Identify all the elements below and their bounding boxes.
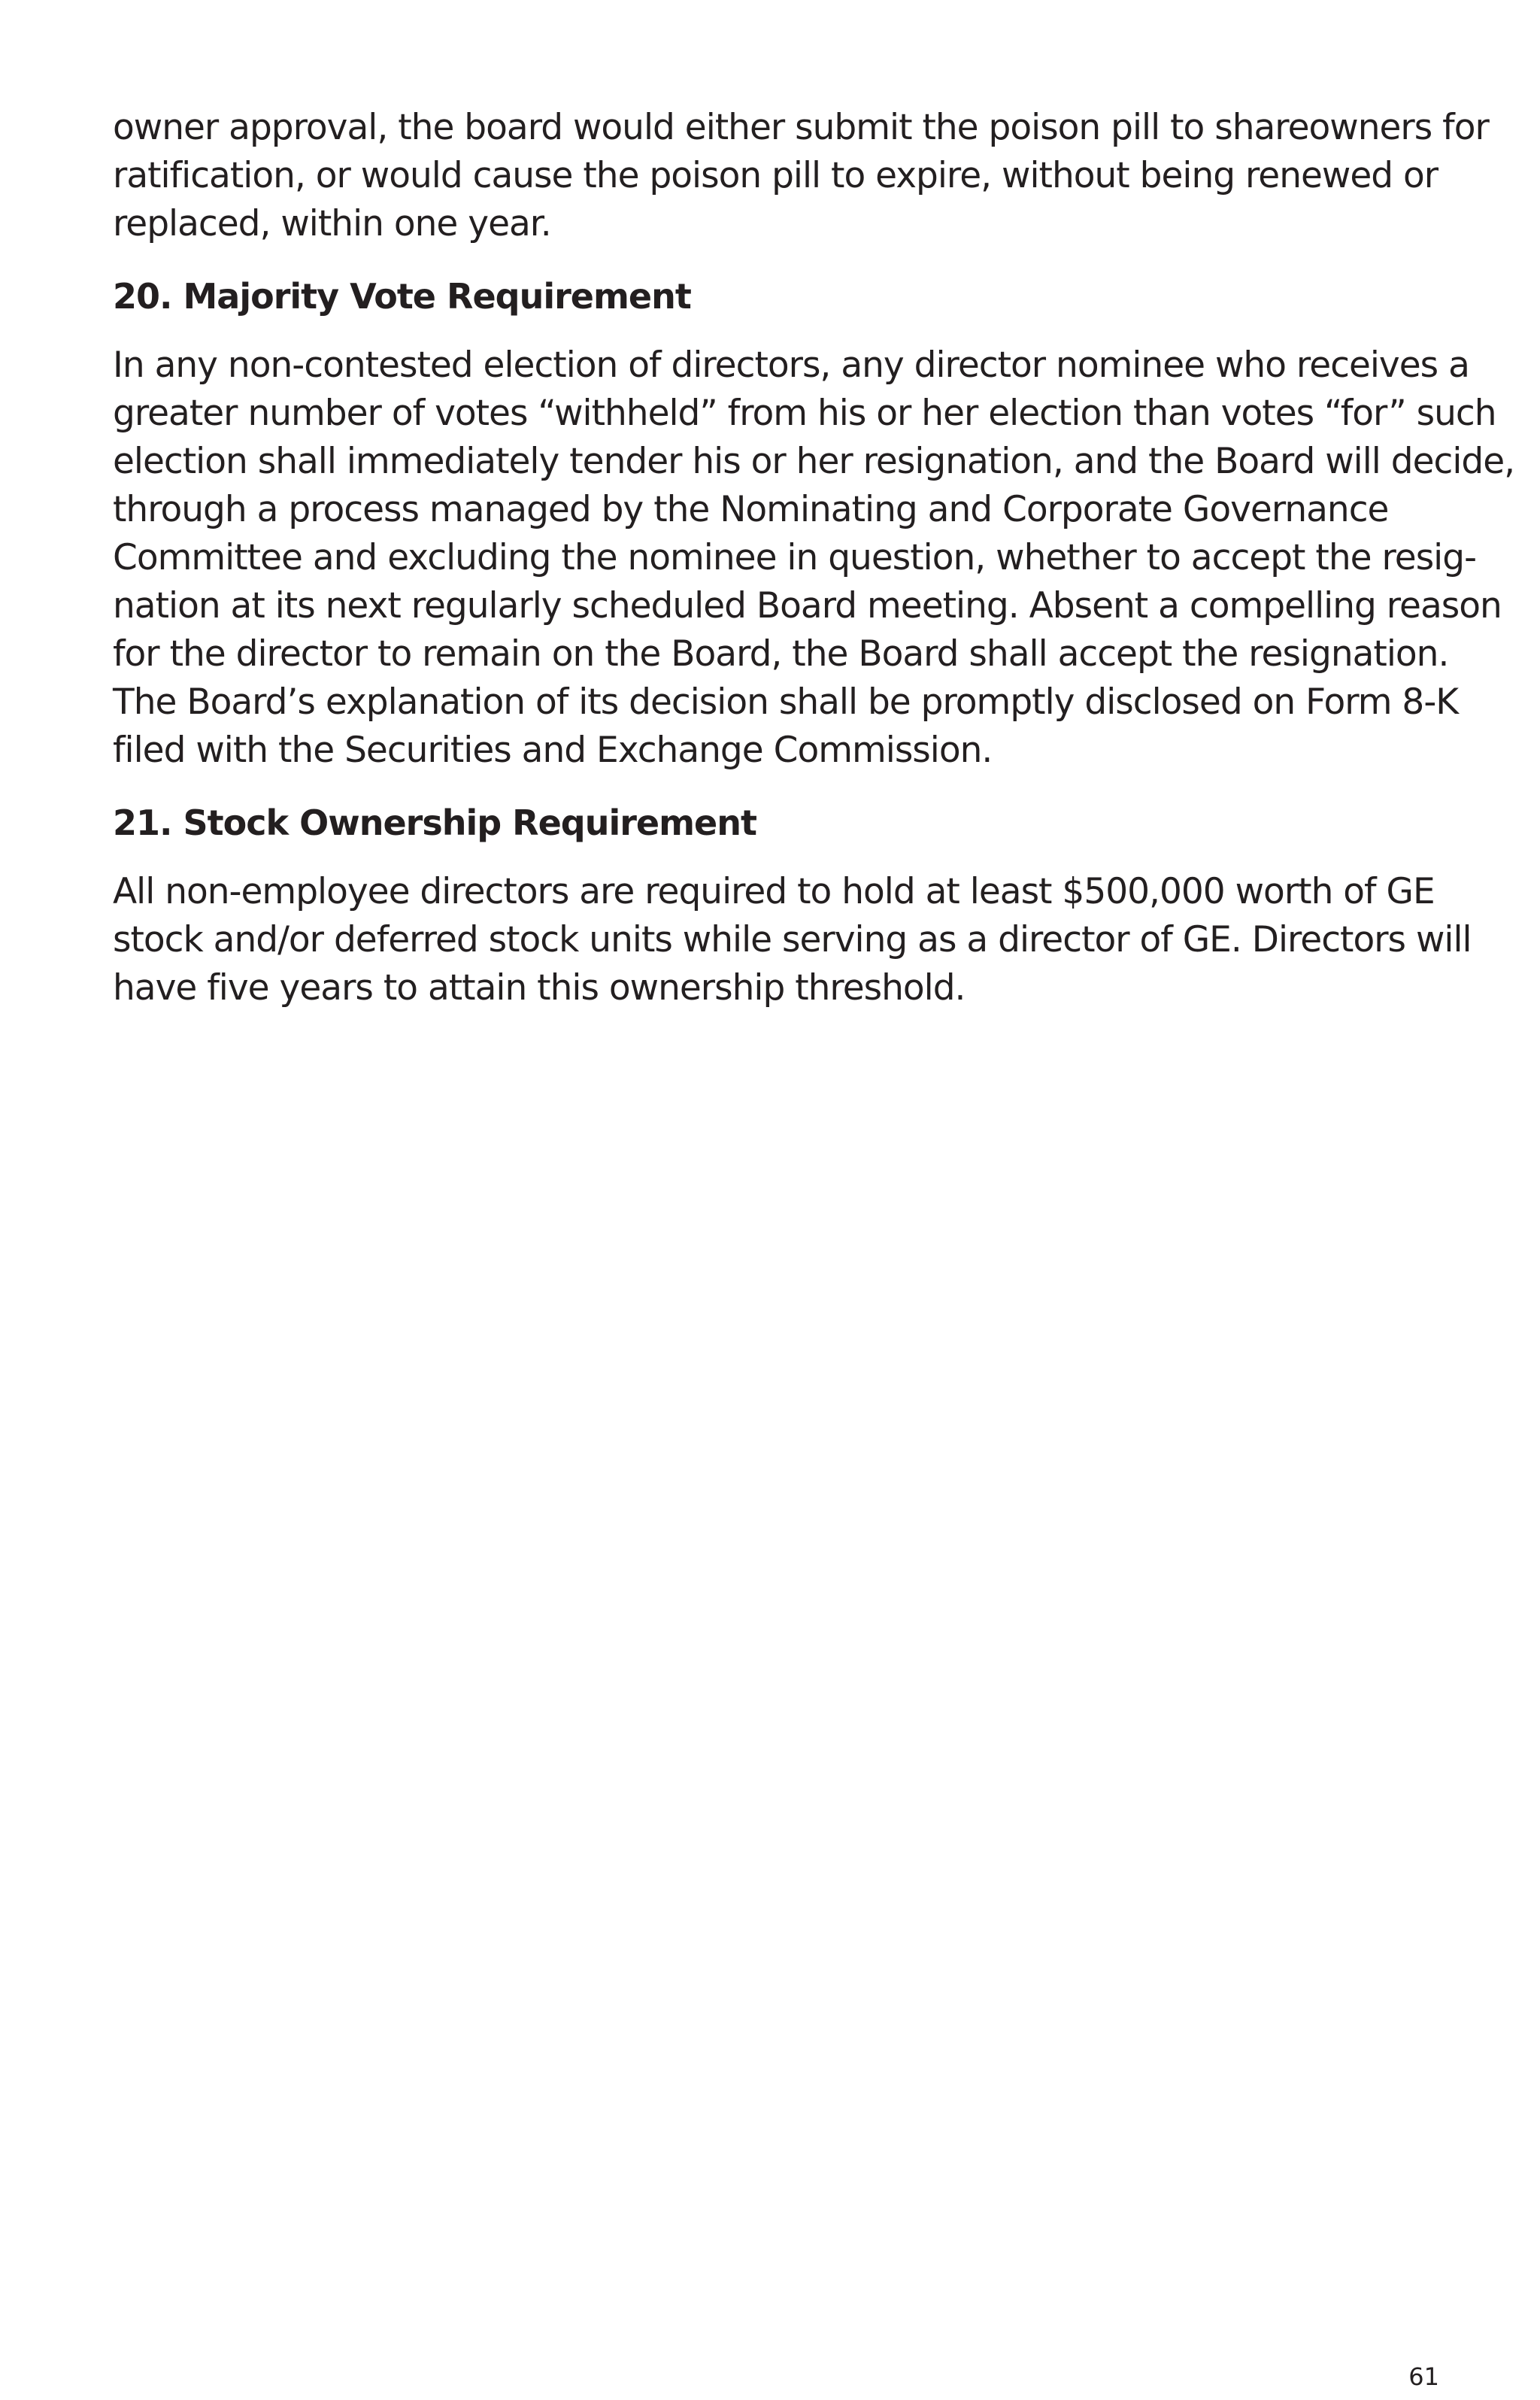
text-line: filed with the Securities and Exchange Commission. — [113, 730, 993, 771]
text-line: ratification, or would cause the poison pill to expire, without being renewed or — [113, 155, 1438, 196]
text-line: The Board’s explanation of its decision shall be promptly disclosed on Form 8-K — [113, 681, 1459, 723]
text-line: election shall immediately tender his or her resignation, and the Board will decide, — [113, 441, 1515, 482]
text-line: Committee and excluding the nominee in question, whether to accept the resig- — [113, 537, 1477, 578]
section-paragraph-majority-vote — [113, 341, 1515, 775]
text-line: nation at its next regularly scheduled Board meeting. Absent a compelling reason — [113, 585, 1502, 627]
text-line: owner approval, the board would either submit the poison pill to shareowners for — [113, 107, 1489, 148]
text-line: All non-employee directors are required to hold at least $500,000 worth of GE — [113, 871, 1435, 912]
text-line: for the director to remain on the Board, the Board shall accept the resignation. — [113, 633, 1449, 675]
page-number: 61 — [1408, 2362, 1439, 2391]
text-line: replaced, within one year. — [113, 203, 551, 244]
text-line: through a process managed by the Nominating and Corporate Governance — [113, 489, 1389, 530]
document-body — [113, 104, 1515, 1012]
text-line: have five years to attain this ownership threshold. — [113, 967, 966, 1009]
intro-paragraph — [113, 104, 1489, 248]
text-line: greater number of votes “withheld” from his or her election than votes “for” such — [113, 393, 1496, 434]
text-line: In any non-contested election of directors, any director nominee who receives a — [113, 344, 1469, 386]
section-paragraph-stock-ownership — [113, 868, 1472, 1012]
section-heading-stock-ownership: 21. Stock Ownership Requirement — [113, 803, 756, 843]
section-heading-majority-vote: 20. Majority Vote Requirement — [113, 276, 691, 317]
text-line: stock and/or deferred stock units while serving as a director of GE. Directors will — [113, 919, 1472, 960]
